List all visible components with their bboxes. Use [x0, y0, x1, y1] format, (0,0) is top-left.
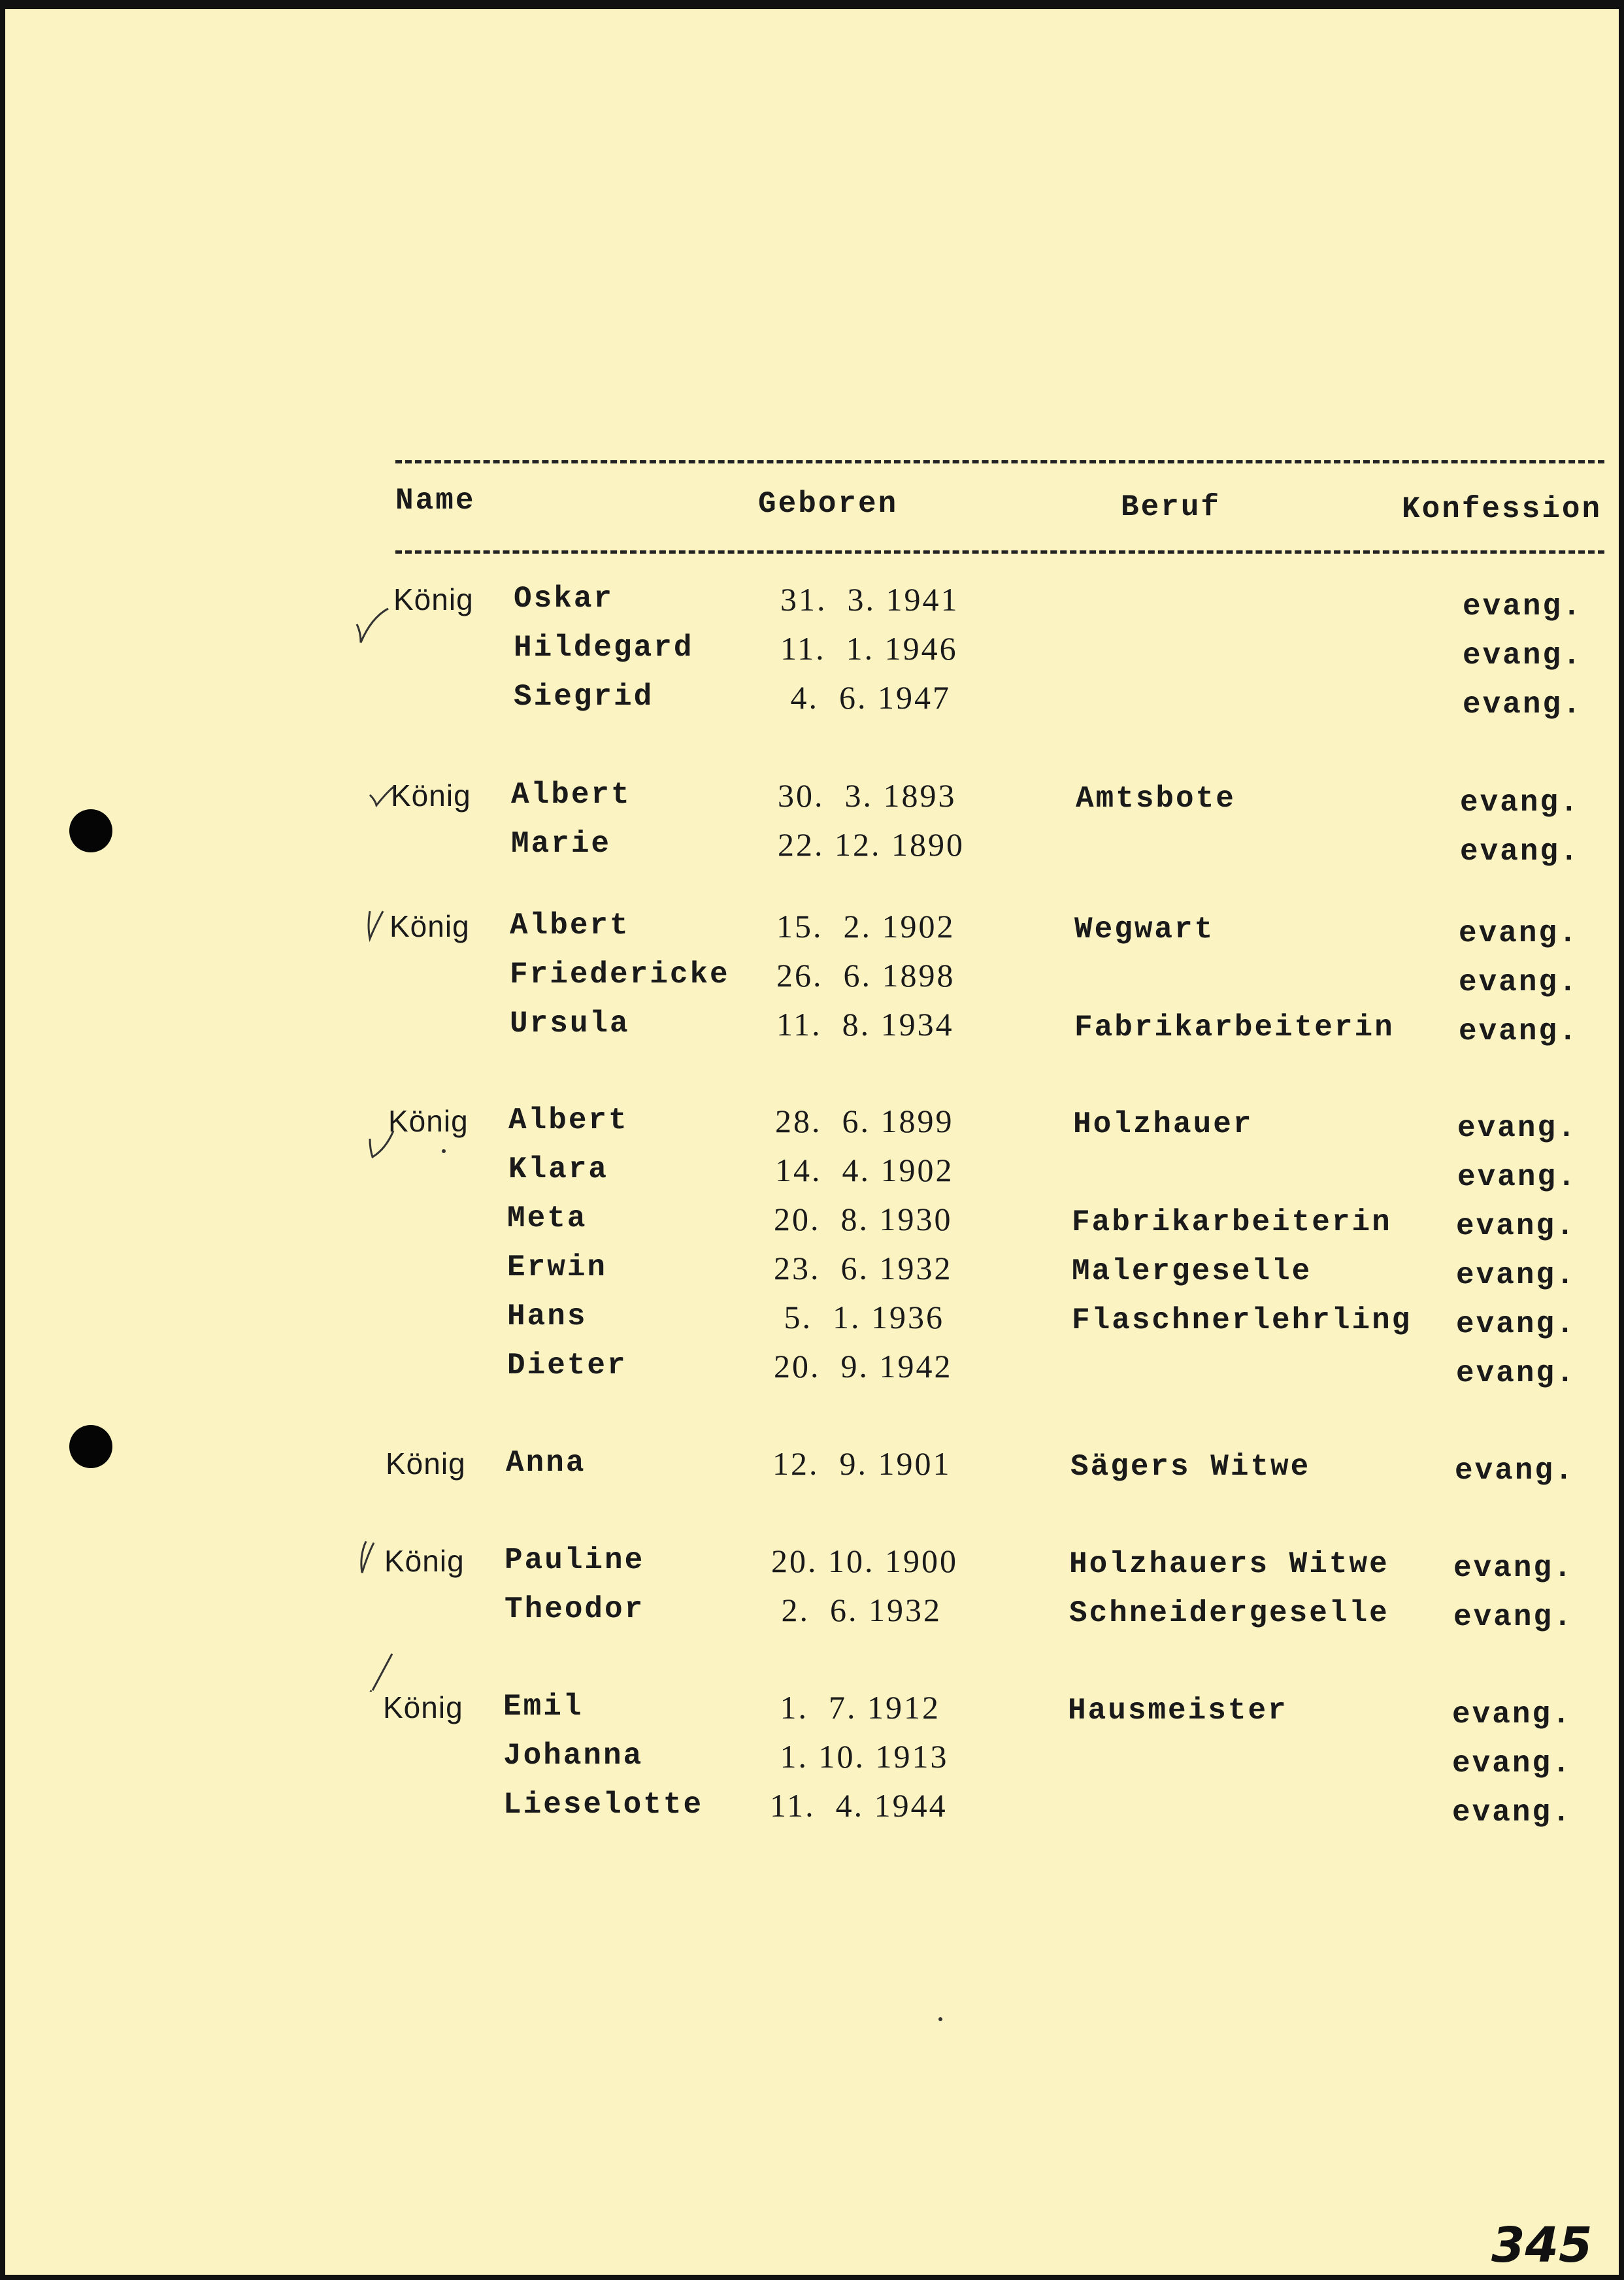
birth-date-cell: 11. 4. 1944: [770, 1787, 948, 1824]
column-header-born: Geboren: [758, 487, 899, 521]
page-number: 345: [1491, 2217, 1593, 2273]
birth-date-cell: 1. 10. 1913: [770, 1738, 949, 1775]
confession-cell: evang.: [1463, 688, 1583, 722]
birth-date-cell: 4. 6. 1947: [780, 679, 951, 716]
birth-date-cell: 28. 6. 1899: [775, 1103, 954, 1139]
first-name-cell: Oskar: [514, 582, 614, 616]
confession-cell: evang.: [1456, 1209, 1576, 1243]
column-header-job: Beruf: [1121, 490, 1221, 524]
surname-cell: König: [391, 779, 471, 813]
check-mark-icon: [357, 1536, 396, 1575]
first-name-cell: Ursula: [510, 1007, 630, 1041]
check-mark-icon: [363, 906, 403, 945]
check-mark-icon: [366, 1652, 405, 1692]
column-header-name: Name: [395, 484, 476, 518]
first-name-cell: Albert: [511, 778, 631, 812]
first-name-cell: Erwin: [507, 1250, 608, 1284]
first-name-cell: Meta: [507, 1201, 588, 1235]
check-mark-icon: [367, 775, 406, 814]
confession-cell: evang.: [1452, 1796, 1572, 1830]
confession-cell: evang.: [1460, 786, 1580, 820]
occupation-cell: Fabrikarbeiterin: [1074, 1011, 1395, 1045]
surname-cell: König: [384, 1544, 465, 1578]
birth-date-cell: 20. 9. 1942: [774, 1348, 953, 1384]
confession-cell: evang.: [1452, 1747, 1572, 1781]
confession-cell: evang.: [1463, 639, 1583, 673]
first-name-cell: Siegrid: [514, 680, 654, 714]
birth-date-cell: 31. 3. 1941: [780, 581, 959, 618]
occupation-cell: Fabrikarbeiterin: [1072, 1205, 1392, 1239]
first-name-cell: Albert: [508, 1103, 629, 1137]
birth-date-cell: 23. 6. 1932: [774, 1250, 953, 1286]
first-name-cell: Dieter: [507, 1349, 627, 1383]
first-name-cell: Hans: [507, 1299, 588, 1333]
column-header-faith: Konfession: [1402, 492, 1602, 526]
first-name-cell: Anna: [506, 1446, 586, 1480]
check-mark-icon: [367, 1123, 406, 1162]
occupation-cell: Holzhauer: [1073, 1107, 1253, 1141]
confession-cell: evang.: [1452, 1698, 1572, 1732]
confession-cell: evang.: [1459, 1014, 1579, 1048]
confession-cell: evang.: [1459, 965, 1579, 999]
scan-border-right: [1619, 0, 1624, 2280]
surname-cell: König: [386, 1447, 466, 1481]
scan-border-bottom: [0, 2275, 1624, 2280]
punch-hole-lower: [69, 1425, 112, 1468]
birth-date-cell: 26. 6. 1898: [776, 957, 955, 994]
first-name-cell: Pauline: [505, 1543, 645, 1577]
confession-cell: evang.: [1463, 590, 1583, 624]
occupation-cell: Sägers Witwe: [1070, 1450, 1311, 1484]
birth-date-cell: 11. 1. 1946: [780, 630, 958, 667]
occupation-cell: Wegwart: [1074, 913, 1215, 947]
confession-cell: evang.: [1456, 1307, 1576, 1341]
birth-date-cell: 12. 9. 1901: [772, 1445, 952, 1482]
birth-date-cell: 30. 3. 1893: [778, 777, 957, 814]
scan-border-top: [0, 0, 1624, 9]
birth-date-cell: 1. 7. 1912: [770, 1689, 940, 1726]
birth-date-cell: 20. 8. 1930: [774, 1201, 953, 1237]
surname-cell: König: [383, 1690, 463, 1724]
birth-date-cell: 15. 2. 1902: [776, 908, 955, 945]
surname-cell: König: [393, 582, 474, 616]
scan-border-left: [0, 0, 5, 2280]
confession-cell: evang.: [1456, 1356, 1576, 1390]
confession-cell: evang.: [1460, 835, 1580, 869]
header-rule-bottom: [395, 550, 1604, 554]
first-name-cell: Hildegard: [514, 631, 694, 665]
occupation-cell: Amtsbote: [1076, 782, 1236, 816]
first-name-cell: Friedericke: [510, 958, 730, 992]
first-name-cell: Klara: [508, 1152, 609, 1186]
occupation-cell: Flaschnerlehrling: [1072, 1303, 1412, 1337]
confession-cell: evang.: [1453, 1600, 1574, 1634]
check-mark-icon: [352, 605, 391, 644]
confession-cell: evang.: [1459, 916, 1579, 950]
paper-speck: [938, 2017, 942, 2021]
surname-cell: König: [388, 1104, 469, 1138]
occupation-cell: Schneidergeselle: [1069, 1596, 1389, 1630]
paper-speck: [442, 1149, 446, 1153]
birth-date-cell: 22. 12. 1890: [778, 826, 965, 863]
first-name-cell: Emil: [503, 1690, 584, 1724]
birth-date-cell: 2. 6. 1932: [771, 1592, 942, 1628]
first-name-cell: Marie: [511, 827, 612, 861]
birth-date-cell: 11. 8. 1934: [776, 1006, 954, 1043]
confession-cell: evang.: [1456, 1258, 1576, 1292]
birth-date-cell: 20. 10. 1900: [771, 1543, 958, 1579]
confession-cell: evang.: [1453, 1551, 1574, 1585]
first-name-cell: Theodor: [505, 1592, 645, 1626]
header-rule-top: [395, 460, 1604, 463]
birth-date-cell: 14. 4. 1902: [775, 1152, 954, 1188]
confession-cell: evang.: [1457, 1111, 1578, 1145]
surname-cell: König: [389, 909, 470, 943]
first-name-cell: Lieselotte: [503, 1788, 704, 1822]
confession-cell: evang.: [1455, 1454, 1575, 1488]
birth-date-cell: 5. 1. 1936: [774, 1299, 944, 1335]
first-name-cell: Albert: [510, 909, 630, 943]
occupation-cell: Malergeselle: [1072, 1254, 1312, 1288]
first-name-cell: Johanna: [503, 1739, 644, 1773]
confession-cell: evang.: [1457, 1160, 1578, 1194]
punch-hole-upper: [69, 809, 112, 852]
occupation-cell: Hausmeister: [1068, 1694, 1288, 1728]
occupation-cell: Holzhauers Witwe: [1069, 1547, 1389, 1581]
